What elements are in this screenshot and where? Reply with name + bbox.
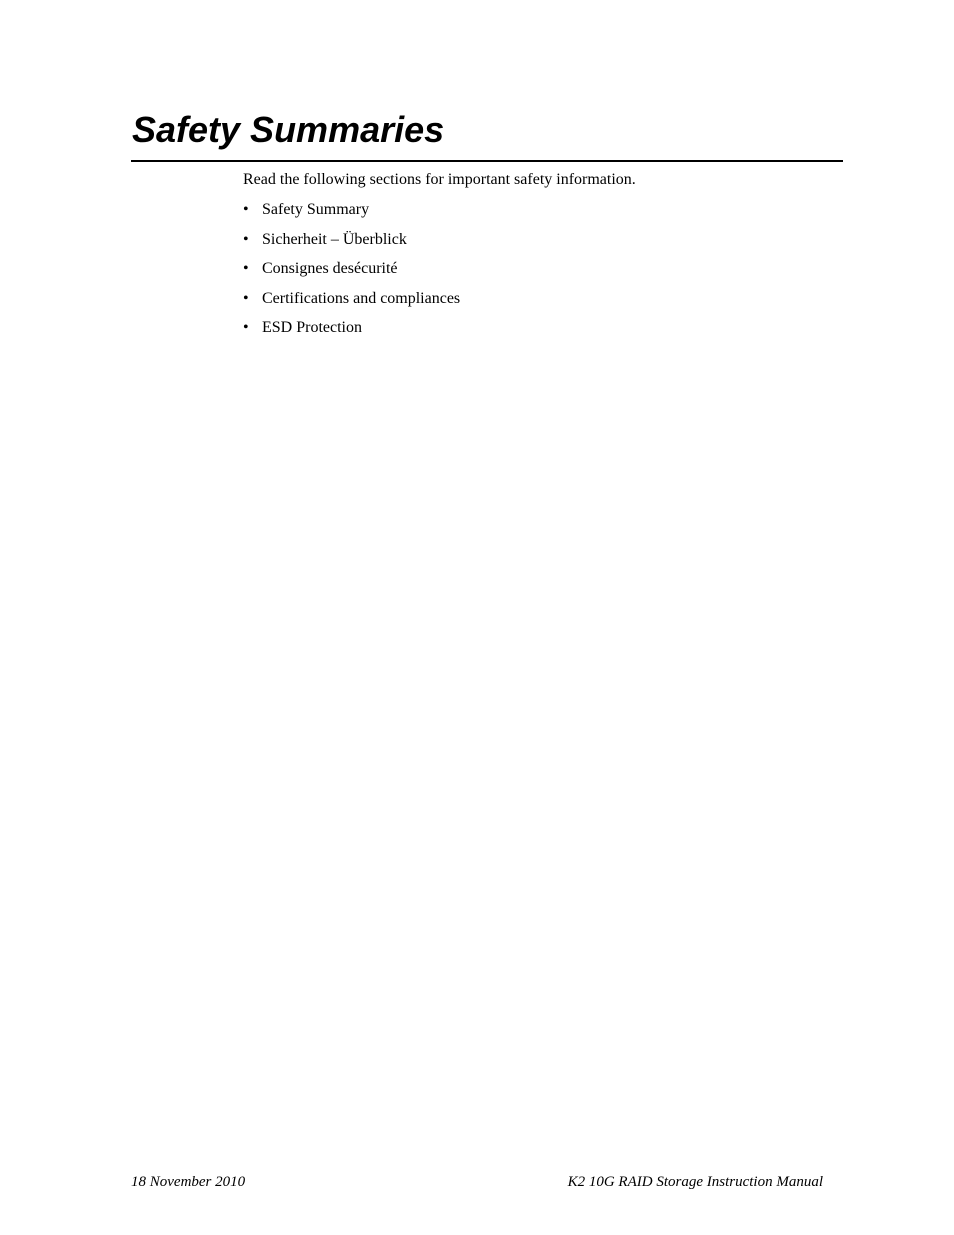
- list-item-certifications: Certifications and compliances: [262, 289, 461, 307]
- bullet-icon: •: [243, 260, 249, 277]
- bullet-icon: •: [243, 201, 249, 218]
- footer-date: 18 November 2010: [131, 1174, 246, 1190]
- list-item-safety-summary: Safety Summary: [262, 201, 370, 218]
- list-item-esd-protection: ESD Protection: [262, 319, 362, 336]
- bullet-icon: •: [243, 319, 249, 336]
- page-title: Safety Summaries: [132, 109, 445, 150]
- bullet-icon: •: [243, 230, 249, 248]
- intro-paragraph: Read the following sections for important safety information.: [243, 171, 636, 188]
- list-item-consignes: Consignes desécurité: [262, 260, 398, 277]
- title-divider: [131, 160, 843, 162]
- footer-manual-title: K2 10G RAID Storage Instruction Manual: [567, 1174, 823, 1190]
- list-item-sicherheit: Sicherheit – Überblick: [262, 230, 407, 248]
- bullet-icon: •: [243, 289, 249, 307]
